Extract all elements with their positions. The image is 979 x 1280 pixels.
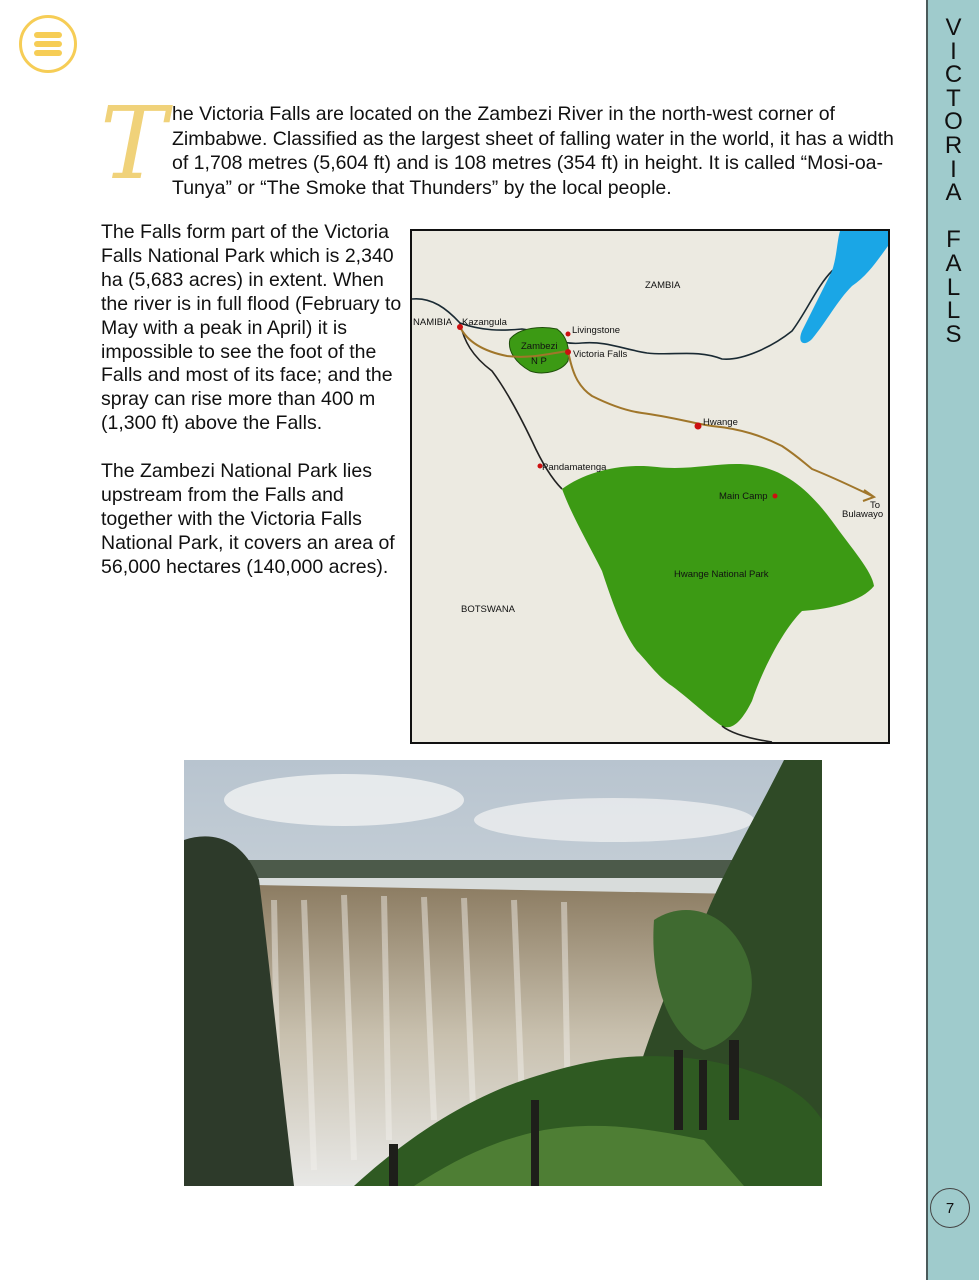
waterfall-photo — [184, 760, 822, 1186]
sidebar-title-letter: A — [945, 249, 962, 277]
hwange-dot — [695, 423, 702, 430]
intro-text: he Victoria Falls are located on the Zambezi River in the north-west corner of Zimbabwe. Classified as the largest sheet of falling water in the world, it has a width of 1,708 metres (5,604 ft) and is 108 metres (354 ft) in height. It is called “Mosi-oa-Tunya” or “The Smoke that Thunders” by the local people. — [172, 103, 894, 199]
sidebar-title-letter: T — [946, 84, 961, 112]
map-svg — [412, 231, 888, 742]
zambia-label: ZAMBIA — [645, 280, 681, 291]
hamburger-menu-icon — [34, 32, 62, 38]
kazangula-label: Kazangula — [462, 317, 507, 328]
hamburger-menu-bar — [34, 50, 62, 56]
sidebar-title-letter: C — [944, 61, 963, 89]
main-camp-label: Main Camp — [719, 491, 768, 502]
sidebar-title-letter: S — [945, 320, 962, 348]
hwange-label: Hwange — [703, 417, 738, 428]
sidebar-title-letter: L — [946, 297, 961, 325]
zambezi-label: Zambezi — [521, 341, 558, 352]
namibia-label: NAMIBIA — [413, 317, 453, 328]
drop-cap: T — [100, 85, 167, 202]
livingstone-dot — [566, 332, 571, 337]
sidebar — [926, 0, 979, 1280]
sidebar-title-letter: F — [946, 226, 961, 254]
sidebar-title-letter — [928, 205, 979, 229]
body-column — [101, 221, 406, 604]
victoria-falls-label: Victoria Falls — [573, 349, 628, 360]
intro-paragraph — [100, 85, 900, 202]
menu-button[interactable] — [19, 15, 77, 73]
sidebar-title-letter: O — [944, 108, 963, 136]
sidebar-title-letter: R — [944, 131, 963, 159]
sidebar-title-letter: I — [950, 155, 957, 183]
pandamatenga-label: Pandamatenga — [542, 462, 607, 473]
to-label: To — [870, 500, 881, 511]
hwange-np-area — [562, 464, 874, 727]
bulawayo-label: Bulawayo — [842, 509, 884, 520]
waterfall-photo-svg — [184, 760, 822, 1186]
sidebar-title-letter: A — [945, 179, 962, 207]
sidebar-title-letter: I — [950, 37, 957, 65]
np-label: N P — [531, 356, 547, 367]
zambezi-river — [412, 231, 888, 359]
sidebar-title — [928, 16, 979, 346]
body-paragraph-1: The Falls form part of the Victoria Falls National Park which is 2,340 ha (5,683 acres) in extent. When the river is in full flood (February to May with a peak in April) it is impossible to see the foot of the Falls and most of its face; and the spray can rise more than 400 m (1,300 ft) above the Falls. — [101, 221, 402, 435]
body-paragraph-2: The Zambezi National Park lies upstream from the Falls and together with the Victoria Falls National Park, it covers an area of 56,000 hectares (140,000 acres). — [101, 460, 395, 578]
page-number: 7 — [930, 1188, 970, 1228]
lake-kariba — [800, 231, 888, 343]
sidebar-title-letter: V — [945, 14, 962, 41]
hwange-park-label: Hwange National Park — [674, 569, 769, 580]
livingstone-label: Livingstone — [572, 325, 621, 336]
map — [410, 229, 890, 744]
sidebar-title-letter: L — [946, 273, 961, 301]
victoria-falls-dot — [565, 349, 571, 355]
hamburger-menu-bar — [34, 41, 62, 47]
botswana-label: BOTSWANA — [461, 604, 516, 615]
main-camp-dot — [773, 494, 778, 499]
country-border-south — [722, 726, 772, 742]
